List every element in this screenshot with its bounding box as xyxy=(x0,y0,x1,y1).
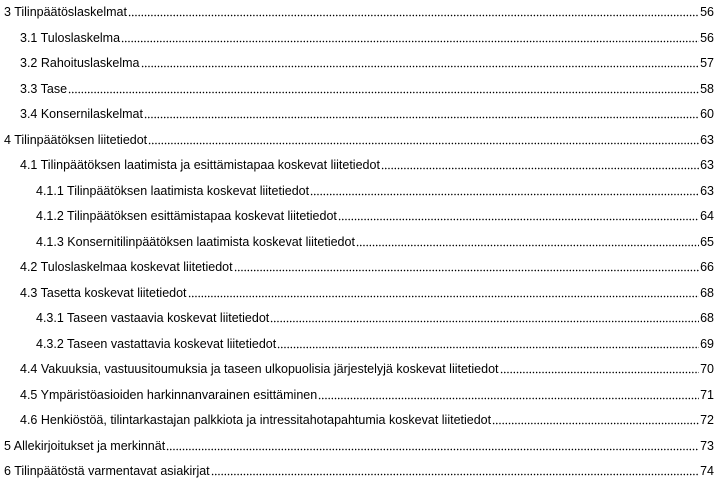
dot-leader xyxy=(318,397,699,400)
toc-entry[interactable] xyxy=(0,383,714,403)
dot-leader xyxy=(492,422,699,425)
toc-entry-title: 4.5 Ympäristöasioiden harkinnanvarainen esittäminen xyxy=(20,387,318,402)
dot-leader xyxy=(68,91,699,94)
toc-entry-title: 4.1.2 Tilinpäätöksen esittämistapaa koskevat liitetiedot xyxy=(36,209,337,223)
toc-entry[interactable] xyxy=(0,0,714,20)
toc-entry[interactable] xyxy=(0,204,714,224)
toc-entry[interactable] xyxy=(0,306,714,326)
toc-entry[interactable] xyxy=(0,332,714,352)
dot-leader xyxy=(141,65,700,68)
toc-entry-title: 3.3 Tase xyxy=(20,81,68,96)
toc-entry-title: 3.2 Rahoituslaskelma xyxy=(20,56,140,70)
toc-entry-page: 69 xyxy=(700,336,714,351)
toc-entry[interactable] xyxy=(0,230,714,250)
toc-entry-page: 68 xyxy=(700,285,714,300)
dot-leader xyxy=(381,167,699,170)
toc-entry-title: 4.6 Henkiöstöä, tilintarkastajan palkkiota ja intressitahotapahtumia koskevat liitetiedot xyxy=(20,413,492,427)
toc-entry-page: 56 xyxy=(700,5,714,19)
toc-entry-title: 4.1 Tilinpäätöksen laatimista ja esittämistapaa koskevat liitetiedot xyxy=(20,158,380,172)
toc-entry-page: 66 xyxy=(700,260,714,274)
toc-entry-title: 4.1.1 Tilinpäätöksen laatimista koskevat liitetiedot xyxy=(36,183,310,198)
toc-entry-title: 4.3.2 Taseen vastattavia koskevat liitetiedot xyxy=(36,336,277,351)
toc-entry-title: 3 Tilinpäätöslaskelmat xyxy=(4,5,127,19)
dot-leader xyxy=(128,14,699,17)
toc-entry-page: 65 xyxy=(700,234,714,249)
toc-entry-page: 68 xyxy=(700,311,714,325)
toc-entry[interactable] xyxy=(0,26,714,46)
toc-entry-page: 57 xyxy=(700,56,714,70)
toc-entry[interactable] xyxy=(0,128,714,148)
dot-leader xyxy=(211,473,699,476)
toc-entry-page: 63 xyxy=(700,183,714,198)
toc-entry-title: 4.3.1 Taseen vastaavia koskevat liitetiedot xyxy=(36,311,270,325)
toc-entry-page: 58 xyxy=(700,81,714,96)
toc-entry[interactable] xyxy=(0,77,714,97)
toc-entry-title: 4.4 Vakuuksia, vastuusitoumuksia ja taseen ulkopuolisia järjestelyjä koskevat liitetiedot xyxy=(20,362,499,376)
dot-leader xyxy=(144,116,699,119)
toc-entry[interactable] xyxy=(0,51,714,71)
toc-entry-page: 63 xyxy=(700,158,714,172)
toc-entry[interactable] xyxy=(0,281,714,301)
toc-entry[interactable] xyxy=(0,179,714,199)
toc-entry-title: 4.3 Tasetta koskevat liitetiedot xyxy=(20,285,187,300)
toc-entry[interactable] xyxy=(0,153,714,173)
toc-entry-title: 4 Tilinpäätöksen liitetiedot xyxy=(4,132,148,147)
toc-entry-page: 64 xyxy=(700,209,714,223)
toc-entry[interactable] xyxy=(0,408,714,428)
toc-entry-title: 4.2 Tuloslaskelmaa koskevat liitetiedot xyxy=(20,260,233,274)
toc-entry-title: 3.4 Konsernilaskelmat xyxy=(20,107,143,121)
toc-entry-page: 74 xyxy=(700,464,714,478)
toc-entry-title: 5 Allekirjoitukset ja merkinnät xyxy=(4,438,166,453)
toc-entry-page: 56 xyxy=(700,30,714,45)
dot-leader xyxy=(234,269,699,272)
toc-entry[interactable] xyxy=(0,357,714,377)
dot-leader xyxy=(121,40,699,43)
toc-entry-page: 70 xyxy=(700,362,714,376)
dot-leader xyxy=(500,371,700,374)
toc-entry[interactable] xyxy=(0,434,714,454)
dot-leader xyxy=(166,448,699,451)
dot-leader xyxy=(270,320,699,323)
dot-leader xyxy=(148,142,699,145)
dot-leader xyxy=(277,346,699,349)
toc-entry-page: 60 xyxy=(700,107,714,121)
toc-entry[interactable] xyxy=(0,255,714,275)
toc-entry-page: 71 xyxy=(700,387,714,402)
toc-entry-title: 3.1 Tuloslaskelma xyxy=(20,30,121,45)
toc-entry-page: 72 xyxy=(700,413,714,427)
toc-entry-title: 4.1.3 Konsernitilinpäätöksen laatimista koskevat liitetiedot xyxy=(36,234,355,249)
dot-leader xyxy=(356,244,699,247)
toc-entry-page: 73 xyxy=(700,438,714,453)
toc-entry-page: 63 xyxy=(700,132,714,147)
toc-entry[interactable] xyxy=(0,459,714,479)
toc-entry-title: 6 Tilinpäätöstä varmentavat asiakirjat xyxy=(4,464,210,478)
dot-leader xyxy=(310,193,699,196)
dot-leader xyxy=(188,295,700,298)
dot-leader xyxy=(338,218,699,221)
toc-entry[interactable] xyxy=(0,102,714,122)
